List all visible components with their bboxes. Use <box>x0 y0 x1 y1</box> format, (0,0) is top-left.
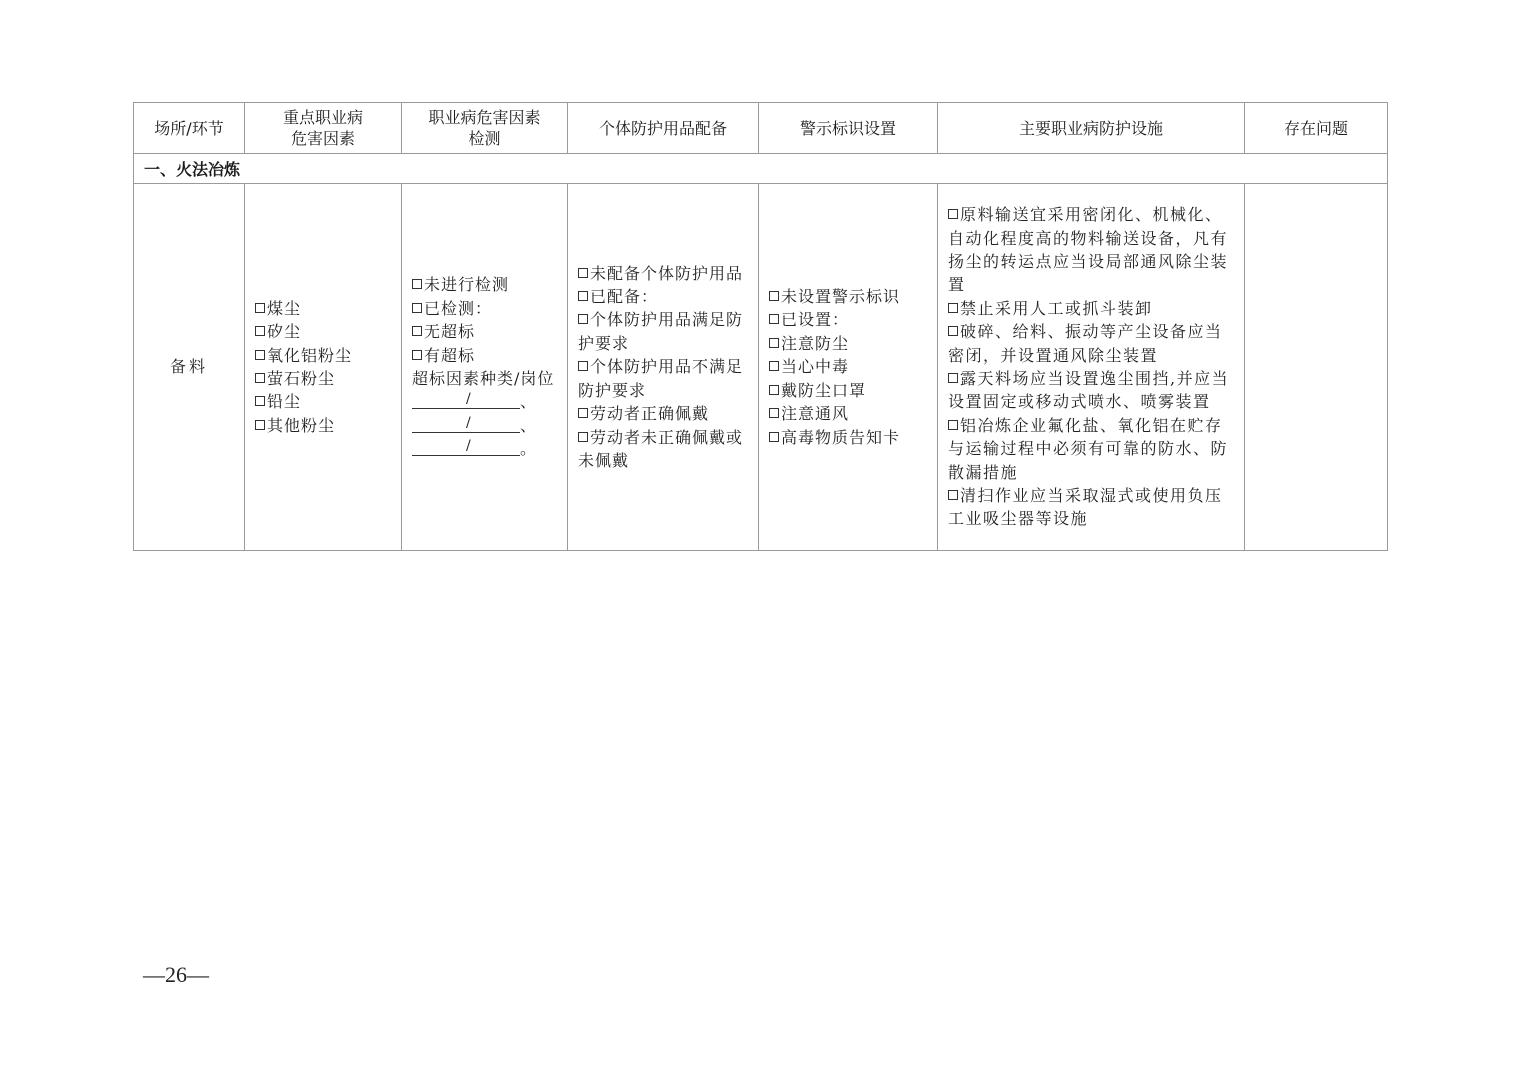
facility-option[interactable] <box>948 414 1234 484</box>
blank-punctuation: 、 <box>520 415 538 435</box>
checkbox-icon[interactable] <box>578 268 588 278</box>
blank-slash: / <box>466 391 471 408</box>
checkbox-icon[interactable] <box>255 350 265 360</box>
header-warning: 警示标识设置 <box>759 103 938 154</box>
hazard-option-label: 氧化铝粉尘 <box>267 345 353 365</box>
header-detection: 职业病危害因素 检测 <box>402 103 568 154</box>
checkbox-icon[interactable] <box>769 408 779 418</box>
facility-option[interactable] <box>948 297 1234 320</box>
hazard-option[interactable] <box>255 297 391 320</box>
hazard-option[interactable] <box>255 344 391 367</box>
exceed-blank-line <box>412 414 557 437</box>
warning-option[interactable] <box>769 355 927 378</box>
warning-option[interactable] <box>769 285 927 308</box>
hazard-option-label: 煤尘 <box>267 298 302 318</box>
checkbox-icon[interactable] <box>412 303 422 313</box>
checkbox-icon[interactable] <box>769 432 779 442</box>
checkbox-icon[interactable] <box>948 373 958 383</box>
facility-option[interactable] <box>948 320 1234 367</box>
facilities-cell <box>938 184 1245 551</box>
ppe-option[interactable] <box>578 262 748 285</box>
checkbox-icon[interactable] <box>412 279 422 289</box>
header-place: 场所/环节 <box>134 103 245 154</box>
warning-option[interactable] <box>769 308 927 331</box>
header-row <box>134 103 1388 154</box>
checkbox-icon[interactable] <box>255 396 265 406</box>
hazard-option[interactable] <box>255 414 391 437</box>
exceed-blank-line <box>412 390 557 413</box>
warning-option[interactable] <box>769 402 927 425</box>
facility-option-label: 清扫作业应当采取湿式或使用负压工业吸尘器等设施 <box>948 486 1223 529</box>
hazard-option[interactable] <box>255 320 391 343</box>
ppe-option[interactable] <box>578 285 748 308</box>
warning-option-label: 未设置警示标识 <box>781 287 901 307</box>
facility-option-label: 露天料场应当设置逸尘围挡,并应当设置固定或移动式喷水、喷雾装置 <box>948 369 1230 412</box>
checkbox-icon[interactable] <box>948 303 958 313</box>
checkbox-icon[interactable] <box>769 314 779 324</box>
detection-option[interactable] <box>412 344 557 367</box>
checkbox-icon[interactable] <box>948 420 958 430</box>
header-issues: 存在问题 <box>1245 103 1388 154</box>
place-cell: 备料 <box>134 184 245 551</box>
detection-option-label: 有超标 <box>424 345 476 365</box>
ppe-option-label: 个体防护用品满足防护要求 <box>578 310 744 353</box>
warning-option-label: 当心中毒 <box>781 357 850 377</box>
ppe-option-label: 劳动者正确佩戴 <box>590 404 710 424</box>
blank-punctuation: 、 <box>520 392 538 412</box>
ppe-option-label: 个体防护用品不满足防护要求 <box>578 357 744 400</box>
checkbox-icon[interactable] <box>578 314 588 324</box>
fill-in-blank[interactable] <box>412 390 520 409</box>
checkbox-icon[interactable] <box>948 326 958 336</box>
checkbox-icon[interactable] <box>255 326 265 336</box>
detection-option-label: 已检测： <box>424 298 493 318</box>
checkbox-icon[interactable] <box>578 432 588 442</box>
hazard-cell <box>245 184 402 551</box>
ppe-option-label: 未配备个体防护用品 <box>590 263 744 283</box>
blank-slash: / <box>466 438 471 455</box>
inspection-table <box>133 102 1388 551</box>
facility-option-label: 禁止采用人工或抓斗装卸 <box>960 298 1153 318</box>
detection-cell <box>402 184 568 551</box>
table-row <box>134 184 1388 551</box>
header-ppe: 个体防护用品配备 <box>568 103 759 154</box>
checkbox-icon[interactable] <box>578 361 588 371</box>
exceed-label: 超标因素种类/岗位 <box>412 369 555 388</box>
warning-option-label: 注意防尘 <box>781 333 850 353</box>
checkbox-icon[interactable] <box>948 490 958 500</box>
ppe-cell <box>568 184 759 551</box>
checkbox-icon[interactable] <box>769 361 779 371</box>
checkbox-icon[interactable] <box>412 350 422 360</box>
issues-cell[interactable] <box>1245 184 1388 551</box>
ppe-option[interactable] <box>578 426 748 473</box>
warning-option[interactable] <box>769 379 927 402</box>
checkbox-icon[interactable] <box>769 291 779 301</box>
warning-cell <box>759 184 938 551</box>
checkbox-icon[interactable] <box>948 209 958 219</box>
fill-in-blank[interactable] <box>412 437 520 456</box>
facility-option-label: 破碎、给料、振动等产尘设备应当密闭，并设置通风除尘装置 <box>948 322 1223 365</box>
checkbox-icon[interactable] <box>255 373 265 383</box>
hazard-option[interactable] <box>255 367 391 390</box>
checkbox-icon[interactable] <box>255 303 265 313</box>
warning-option[interactable] <box>769 332 927 355</box>
ppe-option-label: 劳动者未正确佩戴或未佩戴 <box>578 427 744 470</box>
warning-option-label: 戴防尘口罩 <box>781 380 867 400</box>
hazard-option-label: 铅尘 <box>267 392 302 412</box>
page-number: —26— <box>143 962 209 987</box>
hazard-option-label: 矽尘 <box>267 322 302 342</box>
ppe-option-label: 已配备： <box>590 287 659 307</box>
checkbox-icon[interactable] <box>412 326 422 336</box>
detection-option[interactable] <box>412 297 557 320</box>
checkbox-icon[interactable] <box>769 385 779 395</box>
ppe-option[interactable] <box>578 402 748 425</box>
header-hazard: 重点职业病 危害因素 <box>245 103 402 154</box>
section-row <box>134 154 1388 184</box>
facility-option[interactable] <box>948 367 1234 414</box>
fill-in-blank[interactable] <box>412 414 520 433</box>
warning-option-label: 注意通风 <box>781 404 850 424</box>
detection-option-label: 无超标 <box>424 322 476 342</box>
warning-option[interactable] <box>769 426 927 449</box>
facility-option-label: 原料输送宜采用密闭化、机械化、自动化程度高的物料输送设备，凡有扬尘的转运点应当设局部通风除尘装置 <box>948 205 1229 295</box>
header-facilities: 主要职业病防护设施 <box>938 103 1245 154</box>
hazard-option-label: 萤石粉尘 <box>267 369 336 388</box>
ppe-option[interactable] <box>578 355 748 402</box>
facility-option-label: 铝冶炼企业氟化盐、氧化铝在贮存与运输过程中必须有可靠的防水、防散漏措施 <box>948 415 1229 482</box>
facility-option[interactable] <box>948 203 1234 297</box>
warning-option-label: 已设置： <box>781 310 850 330</box>
detection-option[interactable] <box>412 320 557 343</box>
section-title: 一、火法冶炼 <box>134 154 1388 184</box>
blank-punctuation: 。 <box>520 439 538 459</box>
detection-option[interactable] <box>412 273 557 296</box>
checkbox-icon[interactable] <box>255 420 265 430</box>
hazard-option-label: 其他粉尘 <box>267 415 336 435</box>
checkbox-icon[interactable] <box>578 408 588 418</box>
exceed-blank-line <box>412 437 557 460</box>
detection-option-label: 未进行检测 <box>424 275 510 295</box>
blank-slash: / <box>466 414 471 431</box>
checkbox-icon[interactable] <box>578 291 588 301</box>
facility-option[interactable] <box>948 484 1234 531</box>
hazard-option[interactable] <box>255 390 391 413</box>
warning-option-label: 高毒物质告知卡 <box>781 427 901 447</box>
checkbox-icon[interactable] <box>769 338 779 348</box>
ppe-option[interactable] <box>578 308 748 355</box>
